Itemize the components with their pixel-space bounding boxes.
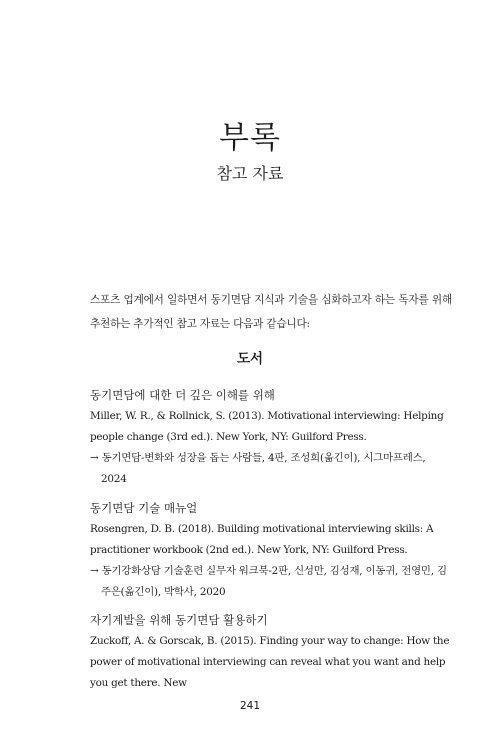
- group-heading: 자기계발을 위해 동기면담 활용하기: [90, 613, 268, 627]
- group-heading: 동기면담에 대한 더 깊은 이해를 위해: [90, 388, 275, 402]
- intro-paragraph: 스포츠 업계에서 일하면서 동기면담 지식과 기술을 심화하고자 하는 독자를 위해 추천하는 추가적인 참고 자료는 다음과 같습니다:: [90, 294, 452, 330]
- korean-translation-citation: → 동기면담-변화와 성장을 돕는 사람들, 4판, 조성희(옮긴이), 시그마프레스, 2024: [90, 452, 426, 485]
- page-number: 241: [239, 700, 261, 712]
- korean-translation-citation: → 동기강화상담 기술훈련 실무자 워크북-2판, 신성만, 김성재, 이동귀, 전영민, 김주은(옮긴이), 박학사, 2020: [90, 565, 447, 598]
- reference-citation: Rosengren, D. B. (2018). Building motivational interviewing skills: A practitioner workbook (2nd ed.). New York, NY: Guilford Press.: [90, 523, 434, 556]
- appendix-title: 부록: [219, 120, 281, 156]
- group-heading: 동기면담 기술 매뉴얼: [90, 501, 198, 515]
- appendix-subtitle: 참고 자료: [216, 164, 284, 183]
- reference-group: [90, 387, 452, 490]
- reference-citation: Miller, W. R., & Rollnick, S. (2013). Motivational interviewing: Helping people change (3rd ed.). New York, NY: Guilford Press.: [90, 410, 444, 443]
- reference-group: [90, 612, 452, 694]
- section-heading-books: 도서: [236, 351, 264, 367]
- reference-group: [90, 500, 452, 603]
- reference-citation: Zuckoff, A. & Gorscak, B. (2015). Finding your way to change: How the power of motivational interviewing can reveal what you want and help you get there. New: [90, 635, 450, 689]
